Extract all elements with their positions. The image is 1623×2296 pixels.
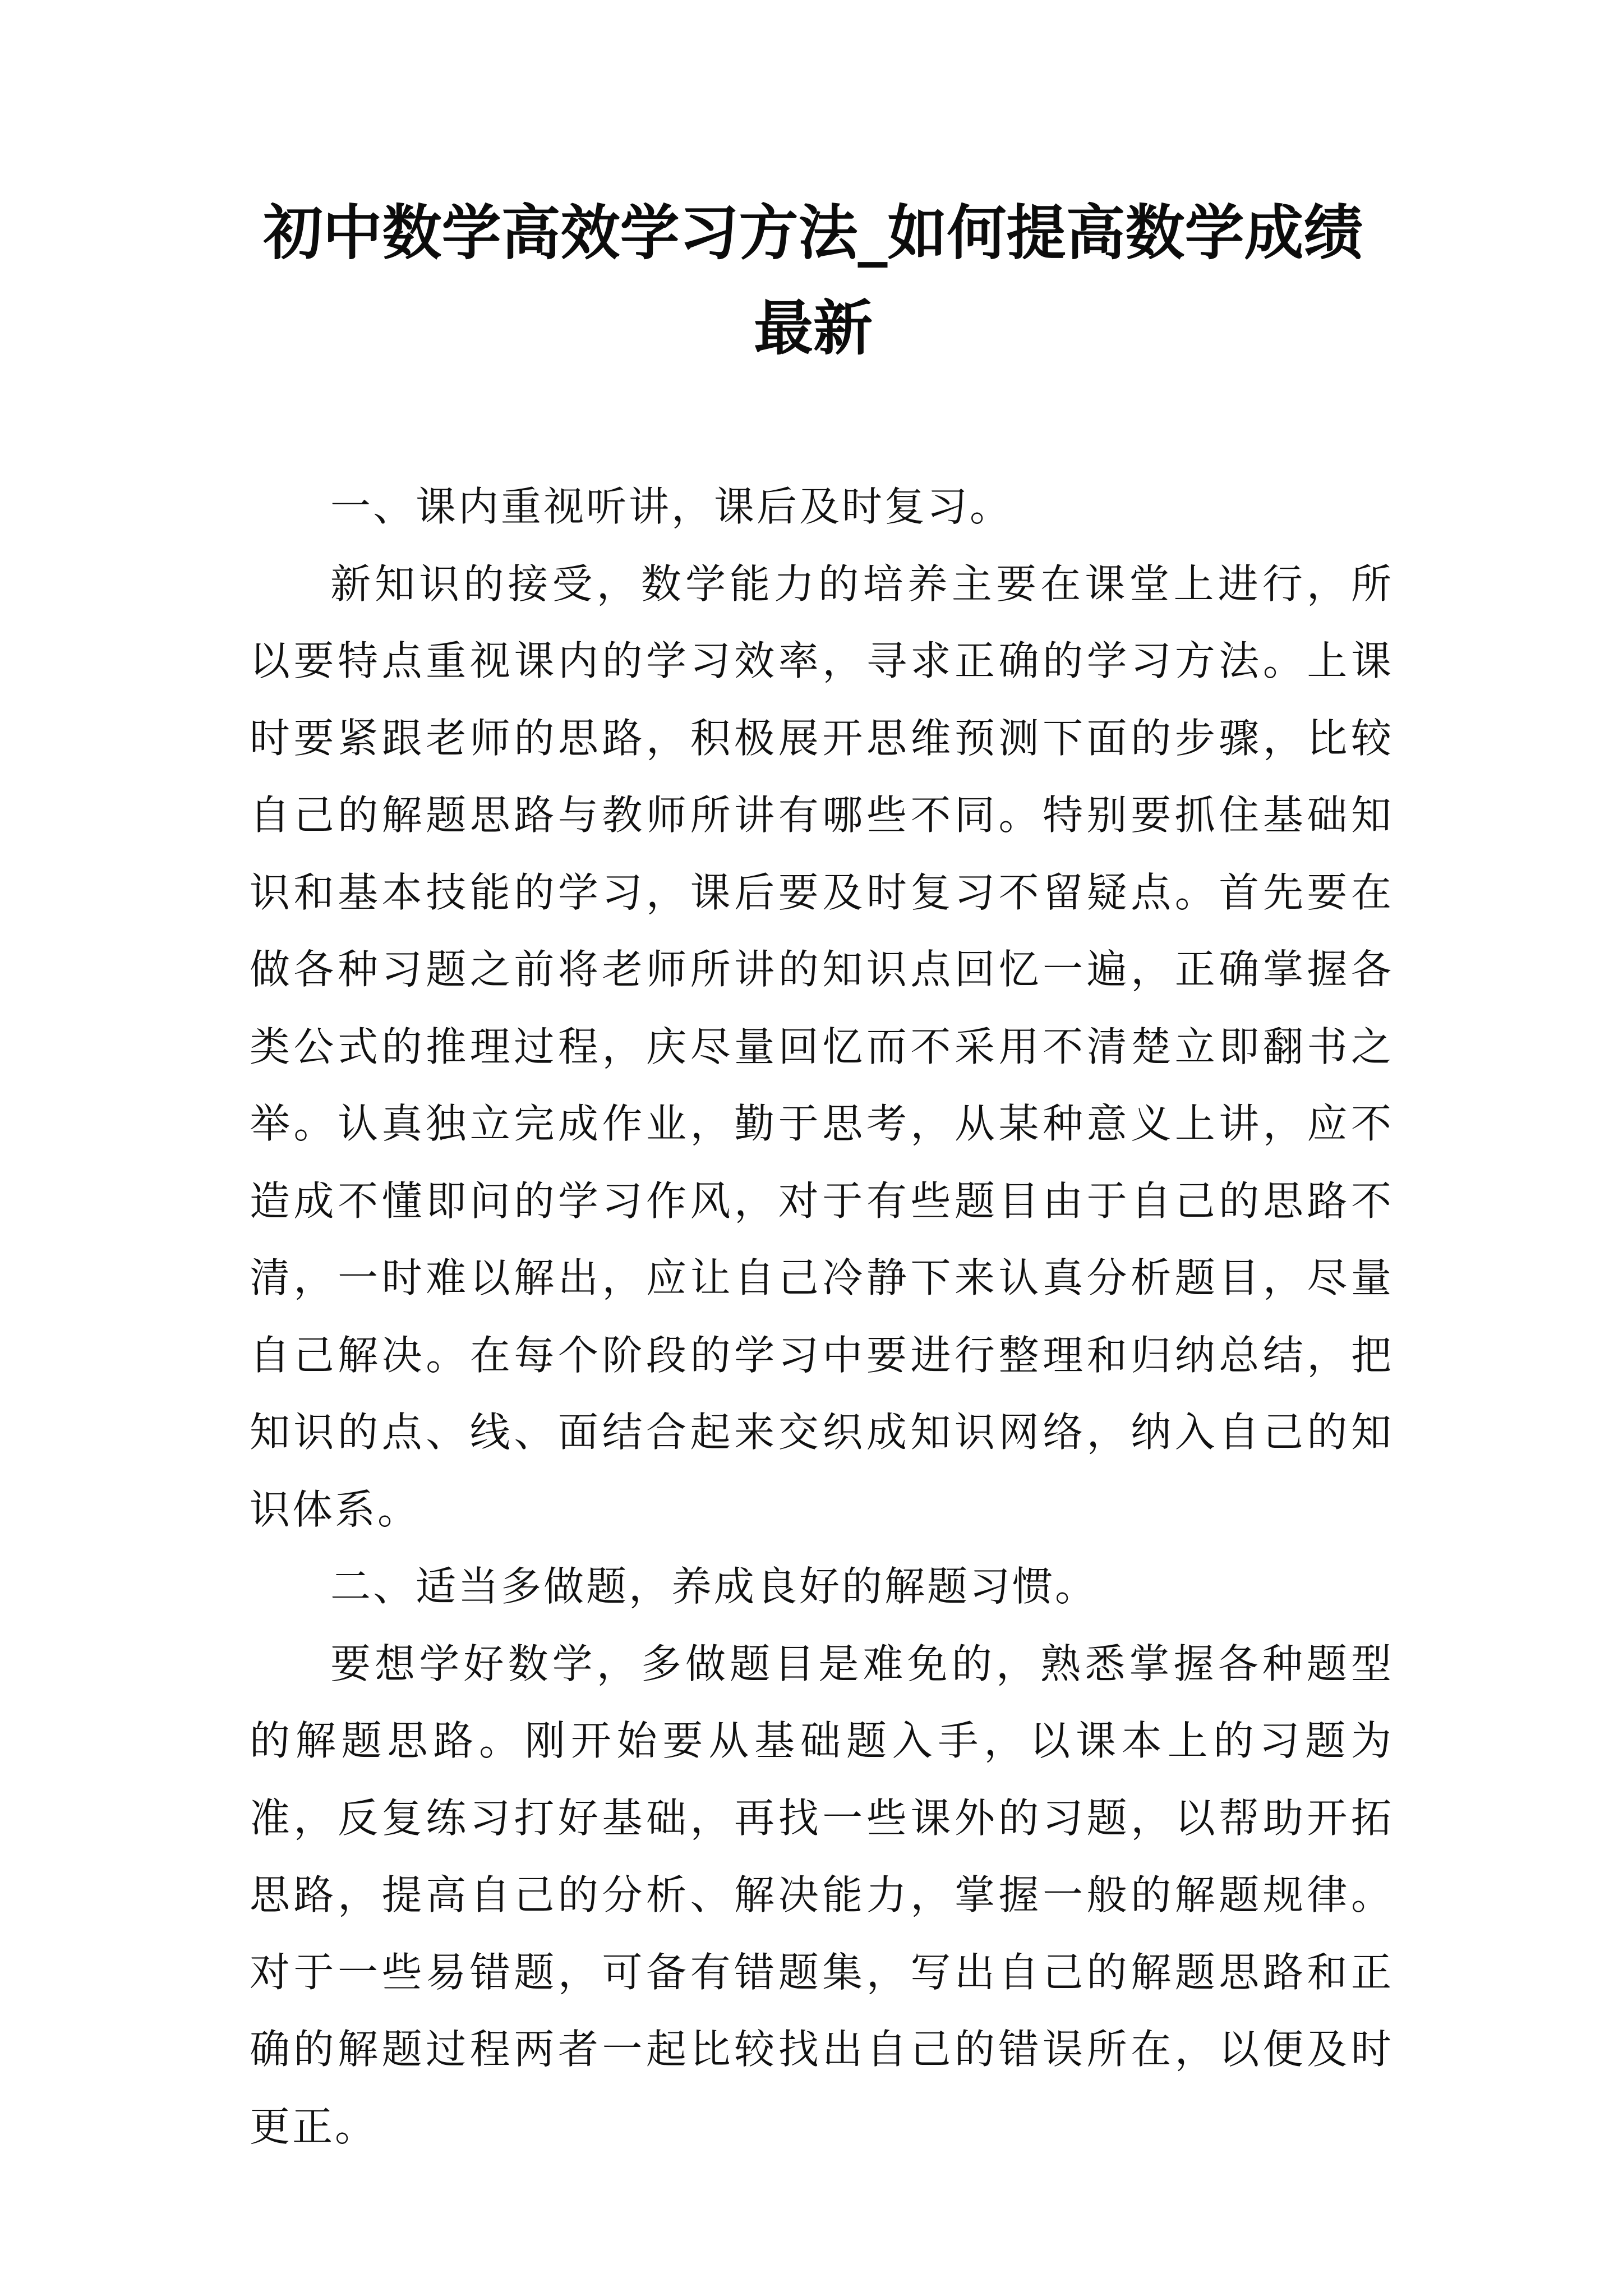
document-title (236, 185, 1391, 376)
document-body (250, 468, 1394, 2165)
section-1-heading: 一、课内重视听讲，课后及时复习。 (330, 483, 1013, 530)
section-1-paragraph: 新知识的接受，数学能力的培养主要在课堂上进行，所以要特点重视课内的学习效率，寻求正确的学习方法。上课时要紧跟老师的思路，积极展开思维预测下面的步骤，比较自己的解题思路与教师所讲有哪些不同。特别要抓住基础知识和基本技能的学习，课后要及时复习不留疑点。首先要在做各种习题之前将老师所讲的知识点回忆一遍，正确掌握各类公式的推理过程，庆尽量回忆而不采用不清楚立即翻书之举。认真独立完成作业，勤于思考，从某种意义上讲，应不造成不懂即问的学习作风，对于有些题目由于自己的思路不清，一时难以解出，应让自己冷静下来认真分析题目，尽量自己解决。在每个阶段的学习中要进行整理和归纳总结，把知识的点、线、面结合起来交织成知识网络，纳入自己的知识体系。 (250, 560, 1394, 1533)
section-2-paragraph: 要想学好数学，多做题目是难免的，熟悉掌握各种题型的解题思路。刚开始要从基础题入手，以课本上的习题为准，反复练习打好基础，再找一些课外的习题，以帮助开拓思路，提高自己的分析、解决能力，掌握一般的解题规律。对于一些易错题，可备有错题集，写出自己的解题思路和正确的解题过程两者一起比较找出自己的错误所在，以便及时更正。 (250, 1640, 1394, 2150)
section-2-heading: 二、适当多做题，养成良好的解题习惯。 (330, 1563, 1098, 1610)
title-line-1: 初中数学高效学习方法_如何提高数学成绩 (263, 197, 1363, 268)
title-line-2: 最新 (754, 293, 873, 363)
